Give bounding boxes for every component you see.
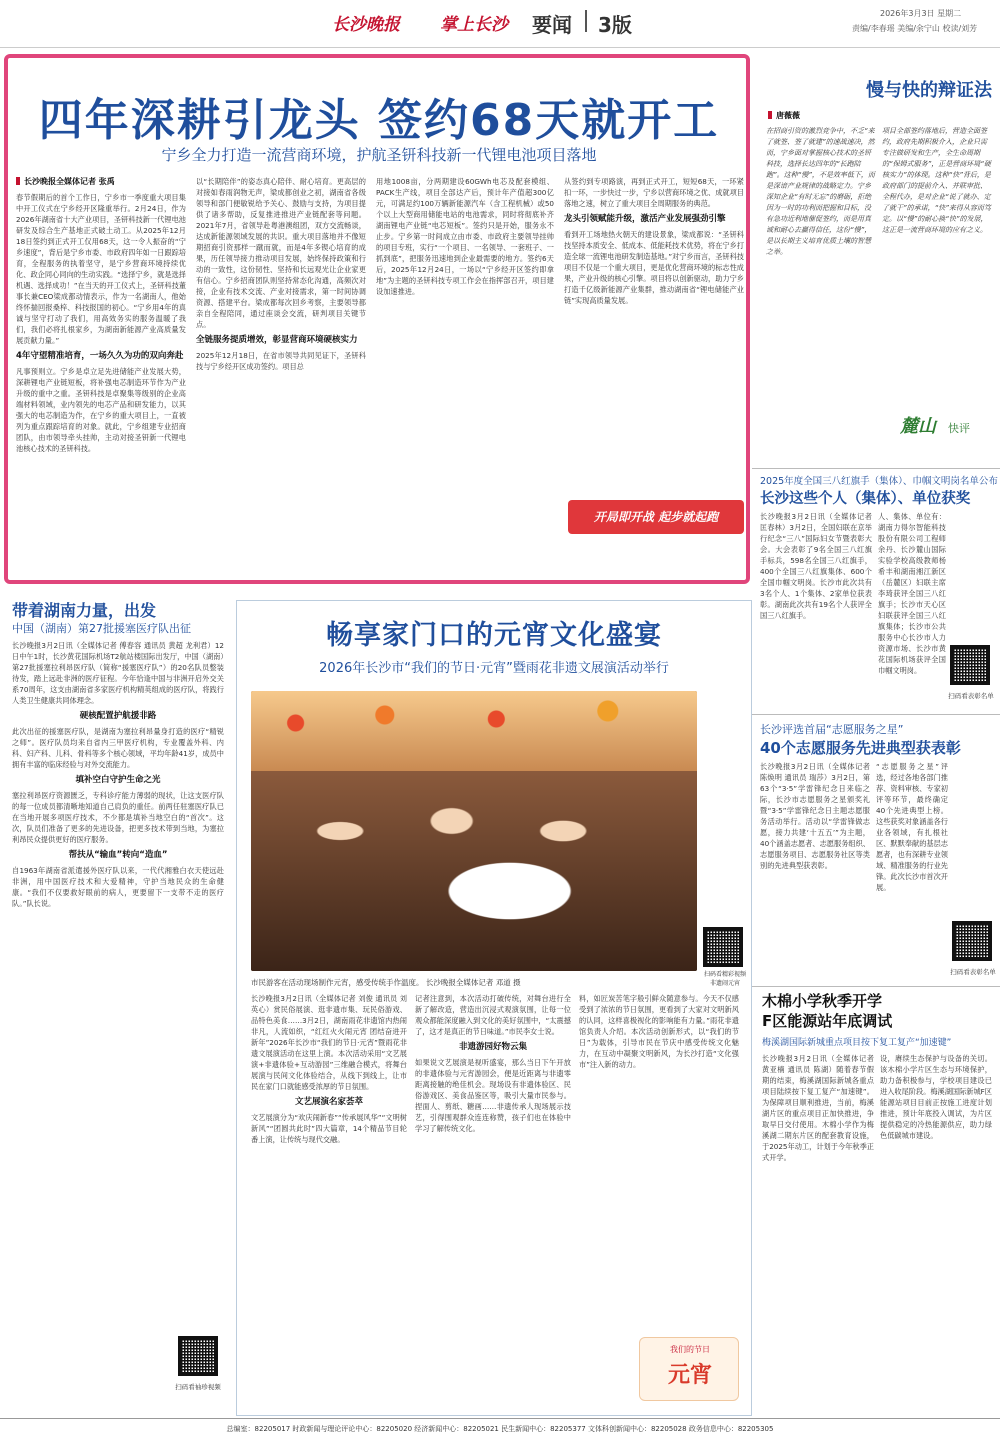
page-footer: 总编室：82205017 时政新闻与理论评论中心：82205020 经济新闻中心：82205021 民生新闻中心：82205377 文体科创新闻中心：82205028 政务信息中心：82205305 [0, 1418, 1000, 1439]
festival-photo [251, 691, 697, 971]
section-divider [585, 10, 587, 32]
volunteer-title: 40个志愿服务先进典型获表彰 [760, 739, 961, 757]
qr-caption: 扫码看表彰名单 [948, 692, 994, 700]
lead-subhead-1: 4年守望精准培育，一场久久为功的双向奔赴 [16, 351, 184, 361]
lead-subhead: 宁乡全力打造一流营商环境，护航圣钘科技新一代锂电池项目落地 [161, 146, 597, 164]
lead-col4-text: 从签约到专项路演，再到正式开工，短短68天，一环紧扣一环，一步快过一步，宁乡以营商环境之优、成就项目落地之速，树立了重大项目全周期服务的典范。 [564, 177, 744, 208]
lead-subhead-4: 龙头引领赋能升级，激活产业发展强劲引擎 [564, 214, 726, 224]
commentary-title: 慢与快的辩证法 [866, 80, 992, 101]
lantern-column-1 [251, 993, 407, 1409]
lantern-festival-story [236, 600, 752, 1416]
medical-team-story [0, 588, 234, 1416]
lantern-subhead-2: 非遗游园好物云集 [458, 1042, 527, 1052]
lead-col2b-text: 2025年12月18日，在省市领导共同见证下，圣钘科技与宁乡经开区成功签约。项目总 [196, 351, 366, 371]
medical-subhead-1: 硬核配置护航援非路 [79, 711, 157, 721]
page-number: 3版 [598, 13, 632, 37]
lead-col2-text: 以“长期陪伴”的姿态真心陪伴、耐心培育。更高层的对接如春雨润物无声，梁成都创业之初，湖南省各级领导和部门便敏锐给予关心、鼓励与支持，为项目提供了诸多帮助，反复推进推进产业链配套等问题。2021年7月，省领导赴粤港澳组团，双方交流畅谈，达成新能源领域发展的共识。重大项目落地并不像短期招商引资那样一蹴而就，而是4年多锲心培育的成果，历任领导接力推动项目发展，始终保持政策和行动的一致性，这份韧性、坚持和长远观光让企业家更有信心。宁乡招商团队则坚持常态化沟通，高频次对接，企业有技术交流、产业对接需求，第一时间协调资源、搭建平台。梁成都每次回乡考察，主要领导都亲自全程陪同，通过座谈会交流，研判项目关键节点。 [196, 177, 366, 329]
commentary [752, 70, 1000, 470]
medical-title: 带着湖南力量，出发 [12, 601, 157, 620]
medical-subtitle: 中国（湖南）第27批援塞医疗队出征 [12, 622, 191, 635]
medical-subhead-2: 填补空白守护生命之光 [75, 775, 161, 785]
video-qr[interactable] [703, 927, 747, 987]
school-title-line2: F区能源站年底调试 [762, 1012, 893, 1030]
qr-code[interactable] [952, 921, 992, 961]
lead-story [4, 54, 750, 584]
lead-column-1 [16, 192, 186, 576]
lantern-col1b-text: 文艺展演分为“欢庆闹新春”“传承展风华”“文明树新风”“团圆共此时”四大篇章，14个精品节目轮番上演，让传统与现代交融。 [251, 1113, 407, 1144]
slogan-banner: 开局即开战 起步就起跑 [568, 500, 744, 534]
lead-col4b-text: 看到开工场地热火朝天的建设景象，梁成都说：“圣钘科技坚持本质安全、低成本、低能耗技术优势，将在宁乡打造全球一流锂电池研发制造基地。”对宁乡而言，圣钘科技项目不仅是一个重大项目，更是优化营商环境的标志性成果，产业升级的核心引擎。项目将以创新驱动，助力宁乡打造千亿级新能源产业集群，推动湖南省“锂电储能产业链”实现高质量发展。 [564, 230, 744, 305]
qr-caption: 扫码看表彰名单 [950, 968, 996, 976]
school-story [752, 986, 1000, 1416]
qr-caption: 扫码看袖珍视频 [175, 1383, 221, 1391]
commentary-body-1: 在招商引资的激烈竞争中，不乏“来了就签、签了就建”的速战速决，然而，宁乡面对掌握核心技术的圣钘科技，选择长达四年的“长跑陪跑”。这种“慢”，不是效率低下，而是深谙产业规律的战略定力。宁乡深知企业“有时无忘”的磨砺，拒绝因为一时的功利而把握和目标，没有急功近利地催促签约，而是用真诚和耐心去赢得信任，这份“慢”，是以长期主义培育优质土壤的智慧之举。 [766, 127, 875, 256]
awards-kicker: 2025年度全国三八红旗手（集体）、巾帼文明岗名单公布 [760, 476, 998, 487]
school-column-1: 长沙晚报3月2日讯（全媒体记者 黄亚楠 通讯员 陈湖）随着春节假期的结束，梅溪湖国际新城各重点项目陆续按下复工复产“加速键”。为保障项目顺利推进，当前，梅溪湖片区的重点项目正加快推进，争取早日交付使用。木棉小学作为梅溪湖二期东片区的配套教育设施，于2025年动工，计划于今年秋季正式开学。 [762, 1054, 874, 1162]
column-logo: 麓山 [900, 416, 936, 437]
medical-col-text-c: 塞拉利昂医疗资源匮乏，专科诊疗能力薄弱的现状，让这支医疗队的每一位成员都清晰地知道自己肩负的重任。前两任驻塞医疗队已在当地开展多项医疗技术，不少都是填补当地空白的“首次”。这次，队员们准备了更多的先进设备，把更多技术带到当地，为塞拉利昂民众提供更好的医疗服务。 [12, 791, 224, 844]
qr-caption: 扫码看精彩视频 非遗闹元宵 [703, 971, 746, 987]
volunteer-column-2: “志愿服务之星”评选，经过各地各部门推荐、资料审核、专家初评等环节，最终确定40个先进典型上榜。这些获奖对象涵盖各行业各领域，有扎根社区、默默奉献的基层志愿者，也有深耕专业领域、精准服务的行业先锋。此次长沙市首次开展。 [876, 762, 948, 892]
commentary-body-2: 项目全部签约落地后，营造全面签约，政府先期积极介入，企业只需专注做研发和生产，全生命周期的“保姆式服务”，正是营商环境“硬核实力”的体现。这种“快”背后，是政府部门的提前介入、并联审批、全程代办，是对企业“说了就办、定了就干”的承诺，“快”来得从容而笃定。以“慢”的耐心换“快”的发展，这正是一流营商环境的应有之义。 [882, 127, 991, 234]
lantern-column-2 [415, 993, 571, 1409]
awards-column-2: 人、集体、单位有：湖南力得尔智能科技股份有限公司工程师余丹、长沙麓山国际实验学校高级教师杨希丰和湖南湘江新区（岳麓区）妇联主席李琦获评全国三八红旗手；长沙市天心区妇联获评全国三八红旗集体；长沙市公共服务中心长沙市人力资源市场、长沙市黄花国际机场获评全国巾帼文明岗。 [878, 512, 946, 675]
lead-column-4 [564, 176, 744, 494]
awards-title: 长沙这些个人（集体）、单位获奖 [760, 491, 971, 507]
lantern-col2b-text: 如果说文艺展演是视听盛宴，那么当日下午开放的非遗体验与元宵游园会，便是近距离与非遗零距离接触的绝佳机会。现场设有非遗体验区、民俗游戏区、美食品鉴区等，吸引大量市民参与。捏面人、剪纸、糖画……非遗传承人现场展示技艺，引得围观群众连连称赞，孩子们也在体验中学习了解传统文化。 [415, 1058, 571, 1133]
masthead [0, 0, 1000, 48]
medical-col-text-b: 此次出征的援塞医疗队，是湖南为塞拉利昂量身打造的医疗“精锐之师”。医疗队员均来自省内三甲医疗机构，专业覆盖外科、内科、妇产科、儿科、骨科等多个核心领域，平均年龄41岁，成员中拥有丰富的临床经验与对外交流能力。 [12, 727, 224, 769]
lead-byline: 长沙晚报全媒体记者 张禹 [16, 176, 115, 187]
lantern-subhead-1: 文艺展演名家荟萃 [294, 1097, 363, 1107]
volunteer-kicker: 长沙评选首届“志愿服务之星” [760, 723, 904, 736]
app-logo: 掌上长沙 [440, 15, 508, 35]
lead-column-3 [376, 176, 554, 576]
lead-col1b-text: 凡事预则立。宁乡是卓立足先进储能产业发展大势，深耕锂电产业链短板，将补强电芯制造环节作为产业升级的重中之重。圣钘科技是卓聚集等级别的企业高端材料领域，业内领先的电芯产品和研发能力，以其强大的电芯制造为作，在宁乡的重大项目上，一直被列为重点跟踪培育的对象。就此，宁乡组建专业招商团队，由市领导牵头挂帅，主动对接圣钘新一代锂电池核心技术的圣钘科技。 [16, 367, 186, 453]
qr-code[interactable] [950, 645, 990, 685]
school-title-line1: 木棉小学秋季开学 [762, 992, 883, 1010]
festival-stamp [639, 1337, 739, 1401]
lantern-col2-text: 记者注意到，本次活动打破传统，对舞台进行全新了解改造，营造出沉浸式观演氛围，让每一位观众都能深度融入到文化的美好氛围中，“太震撼了，这才是真正的节日味道。”市民李女士说。 [415, 994, 571, 1036]
medical-col-text: 长沙晚报3月2日讯（全媒体记者 傅春容 通讯员 黄超 龙利君）12日中午1时，长沙黄花国际机场T2航站楼国际出发厅，中国（湖南）第27批援塞拉利昂医疗队（简称“援塞医疗队”）的20名队员整装待发，踏上远赴非洲的医疗征程。今年恰逢中国与非洲开启外交关系70周年，这支由湖南省多家医疗机构精英组成的医疗队，将践行人类卫生健康共同体理念。 [12, 641, 224, 705]
commentary-author: 唐薇薇 [768, 110, 800, 121]
qr-code[interactable] [178, 1336, 218, 1376]
lantern-subtitle: 2026年长沙市“我们的节日·元宵”暨雨花非遗文展演活动举行 [319, 661, 669, 676]
lead-col3-text: 用地1008亩，分两期建设60GWh电芯及配套模组、PACK生产线，项目全部达产后，预计年产值超300亿元，可满足约100万辆新能源汽车（含工程机械）或50个以上大型商用储能电站的电池需求，同时将彻底补齐湖南锂电产业链“电芯短板”。签约只是开始，服务永不止步。宁乡第一时间成立由市委、市政府主要领导挂帅的项目专班，实行“一个项目、一名领导、一套班子、一抓到底”，把服务迅速地到企业最需要的地方。签约6天后，2025年12月24日，一场以“宁乡经开区签约即拿地”为主题的圣钘科技专项工作会在指挥部召开，项目建设加速推进。 [376, 177, 554, 296]
lead-headline: 四年深耕引龙头 签约68天就开工 [38, 95, 720, 146]
medical-column [12, 640, 224, 1350]
school-column-2: 设，赓续生态保护与设备的关切。该木棉小学片区生态与环境保护，助力备积极参与，学校项目建设已进入收尾阶段。梅溪湖国际新城F区能源站项目目前正按施工进度计划推进，预计年底投入调试，为片区提供稳定的冷热能源供应，助力绿色低碳城市建设。 [880, 1054, 992, 1140]
lantern-col1-text: 长沙晚报3月2日讯（全媒体记者 刘俊 通讯员 刘英心）赏民俗展演、逛非遗市集、玩民俗游戏、品特色美食……3月2日，湖南雨花非遗馆内热闹非凡，人流如织，“红红火火闹元宵 团结奋进开新年”2026年长沙市“我们的节日·元宵”暨雨花非遗文展演活动在这里上演。本次活动采用“文艺展演+非遗体验+互动游园”三维融合模式，将舞台展演与民间文化体验结合，从线下到线上，让市民在家门口就能感受浓厚的节日氛围。 [251, 994, 407, 1091]
section-name: 要闻 [532, 13, 572, 37]
lanterns-decoration [251, 691, 697, 771]
photo-crowd [251, 771, 697, 971]
school-subtitle: 梅溪湖国际新城重点项目按下复工复产“加速键” [762, 1038, 952, 1048]
lantern-title: 畅享家门口的元宵文化盛宴 [326, 620, 662, 651]
school-title [762, 991, 892, 1031]
newspaper-logo: 长沙晚报 [332, 15, 400, 35]
medical-col-text-d: 自1963年湖南省派遣援外医疗队以来，一代代湘雅白衣天使远赴非洲，用中国医疗技术和大爱精神，守护当地民众的生命健康。“我们不仅要救好眼前的病人，更要留下一支带不走的医疗队。”队长说。 [12, 866, 224, 908]
volunteer-story [752, 714, 1000, 986]
volunteer-column-1: 长沙晚报3月2日讯（全媒体记者 陈焕明 通讯员 瑞莎）3月2日，第63个“3·5”学雷锋纪念日来临之际，长沙市志愿服务之星颁奖礼暨“3·5”学雷锋纪念日主题志愿服务活动举行。活动以“学雷锋做志愿，接力共建‘十五五’”为主题，40个涵盖志愿者、志愿服务组织、志愿服务项目、志愿服务社区等类别的先进典型获表彰。 [760, 762, 870, 870]
lead-col1-text: 春节假期后的首个工作日，宁乡市一季度重大项目集中开工仪式在宁乡经开区隆重举行。2月24日，作为2026年湖南省十大产业项目，圣钘科技新一代锂电池研发及综合生产基地正式破土动工。从2025年12月18日签约到正式开工仅用68天，这一令人振奋的“宁乡速度”，背后是宁乡市委、市政府四年如一日跟踪培育，全程服务的执着坚守，是宁乡营商环境持续优化、政企同心同向的生动实践。“选择宁乡，就是选择机遇、选择成功！”在当天的开工仪式上，圣钘科技董事长兼CEO梁成都动情表示，作为一名湖南人，他始终怀揣回报桑梓、科技报国的初心。“宁乡用4年的真诚与坚守打动了我们，用高效务实的服务温暖了我们，我们必将扎根家乡，为湖南新能源产业高质量发展贡献力量。” [16, 193, 186, 345]
lead-subhead-2: 全链服务提质增效，彰显营商环境硬核实力 [196, 335, 358, 345]
stamp-top-text: 我们的节日 [670, 1345, 710, 1354]
awards-story [752, 468, 1000, 714]
awards-column-1: 长沙晚报3月2日讯（全媒体记者 匡春林）3月2日，全国妇联在京举行纪念“三八”国际妇女节暨表彰大会。大会表彰了9名全国三八红旗手标兵，598名全国三八红旗手，400个全国三八红旗集体、600个全国巾帼文明岗。长沙市此次共有3名个人、1个集体、2家单位获表彰。湖南此次共有19名个人获评全国三八红旗手。 [760, 512, 872, 620]
photo-caption: 市民游客在活动现场制作元宵，感受传统手作温度。 长沙晚报全媒体记者 邓道 摄 [251, 978, 521, 987]
qr-code[interactable] [703, 927, 743, 967]
editor-credits: 责编/李春瑶 美编/余宁山 校读/刘芳 [852, 24, 978, 33]
issue-date: 2026年3月3日 星期二 [880, 9, 962, 18]
column-logo-sub: 快评 [948, 422, 970, 435]
lantern-column-3: 料，如匠炭苦笔字般引鲜众随意参与。今天不仅感受到了浓浓的节日氛围，更看到了大家对文明新风的认同，这样喜极视化的影响能有力量。”雨花非遗馆负责人介绍。本次活动创新形式，以“我们的节日”为载体，引导市民在节庆中感受传统文化魅力，在互动中凝聚文明新风，为长沙打造“文化强市”注入新的动力。 [579, 994, 739, 1069]
medical-subhead-3: 帮扶从“输血”转向“造血” [68, 850, 168, 860]
lead-column-2 [196, 176, 366, 576]
stamp-main-text: 元宵 [667, 1363, 712, 1388]
